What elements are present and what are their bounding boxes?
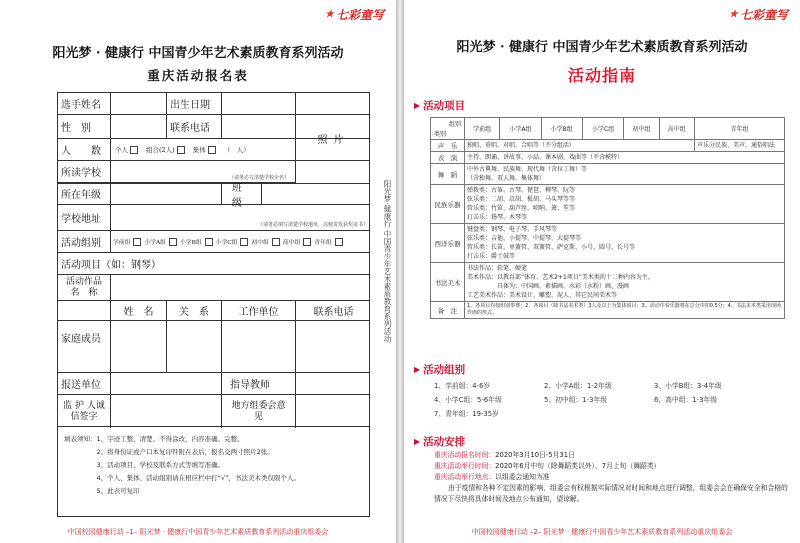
- checkbox-senior[interactable]: [303, 238, 311, 246]
- form-subtitle: 重庆活动报名表: [147, 68, 249, 83]
- note-line-3: 3、活动项目、学校及联系方式等填写准确。: [64, 461, 225, 469]
- option-duo[interactable]: 组合(2人): [146, 145, 187, 154]
- table-row: [431, 140, 785, 152]
- schedule-line: [434, 461, 794, 472]
- row-category: 舞 蹈: [431, 164, 465, 185]
- row-content: 主持、朗诵、讲故事、小品、课本剧、戏曲等（不含模特）: [465, 152, 785, 164]
- row-category: 表 演: [431, 152, 465, 164]
- schedule-block: [434, 450, 794, 505]
- label-unit: 报送单位: [58, 373, 111, 394]
- left-footer: 中国校园健康行动 –1– 阳光梦 · 健康行中国青少年艺术素质教育系列活动重庆组委会: [67, 528, 329, 536]
- input-address[interactable]: [111, 205, 371, 230]
- corner-bottom: 类别: [434, 131, 447, 138]
- form-instructions: [57, 427, 370, 517]
- logo-text: 七彩童写: [335, 8, 384, 22]
- right-page-title: 阳光梦 · 健康行 中国青少年艺术素质教育系列活动: [456, 40, 748, 55]
- row-content: 中外古典舞、民族舞、现代舞（含拉丁舞）等 （含独舞、双人舞、集体舞）: [465, 164, 785, 185]
- table-row: [431, 224, 785, 263]
- option-group[interactable]: 集体: [193, 145, 218, 154]
- row-category: 备 注: [431, 302, 465, 319]
- page-gutter: [396, 0, 404, 543]
- family-name-cell[interactable]: [111, 321, 167, 372]
- family-col-work: 工作单位: [222, 301, 296, 320]
- label-birth: 出生日期: [167, 93, 222, 114]
- schedule-label: 重庆活动报名时间：: [434, 451, 496, 459]
- table-corner: [431, 118, 465, 140]
- table-row: [431, 302, 785, 319]
- input-guardian-signature[interactable]: [111, 395, 222, 428]
- label-class: 班 级: [222, 183, 262, 204]
- brand-logo-right: [729, 6, 788, 23]
- photo-label: 照片: [317, 134, 350, 146]
- checkbox-preschool[interactable]: [133, 238, 141, 246]
- row-extra: 声乐分民族、美声、通俗唱法: [695, 140, 785, 152]
- input-school[interactable]: [111, 161, 296, 182]
- triangle-arrow-icon: ▶: [414, 437, 421, 446]
- schedule-value: 2020年3月10日-5月31日: [495, 451, 575, 459]
- family-col-name: 姓 名: [111, 301, 167, 320]
- label-name: 选手姓名: [58, 93, 111, 114]
- section-items: [414, 98, 465, 113]
- input-gender[interactable]: [111, 115, 167, 138]
- form-row-guardian: [58, 395, 369, 428]
- label-address: 学校地址: [58, 205, 111, 230]
- family-col-relation: 关 系: [167, 301, 222, 320]
- group-opt-senior: 高中组: [282, 240, 301, 246]
- checkbox-primary-b[interactable]: [205, 238, 213, 246]
- spine-text: 阳光梦·健康行 中国青少年艺术素质教育系列活动: [383, 180, 392, 343]
- group-opt-primary-b: 小学B组: [179, 240, 202, 246]
- row-content: 1、各项目均按组别参赛；2、各项目（除书法美术类）3人及以上为集体项目；3、活动中看乐器将在总分中扣0.5分；4、书法美术类采用现场作画的形式。: [465, 302, 785, 319]
- triangle-arrow-icon: ▶: [414, 365, 421, 374]
- row-category: 西洋乐器: [431, 224, 465, 263]
- col-primary-b: 小学B组: [541, 118, 582, 140]
- note-line-1: 填表须知：1、字迹工整、清楚、不得涂改，内容准确、完整。: [64, 435, 244, 443]
- checkbox-primary-c[interactable]: [240, 238, 248, 246]
- table-row: [431, 263, 785, 302]
- input-unit[interactable]: [111, 373, 222, 394]
- section-groups-label: 活动组别: [423, 364, 466, 376]
- group-size: （ 人）: [223, 146, 250, 154]
- checkbox-individual[interactable]: [130, 146, 138, 154]
- row-content: 弹拨类：古筝、古琴、琵琶、柳琴、阮等 弦乐类：二胡、京胡、板胡、马头琴等等 管乐类：竹笛、葫芦丝、唢呐、箫、笙等 打击乐：扬琴、木琴等: [465, 185, 785, 224]
- group-opt-preschool: 学前组: [113, 240, 131, 246]
- family-col-phone: 联系电话: [313, 307, 354, 318]
- form-row-item[interactable]: [58, 253, 369, 275]
- col-preschool: 学前组: [465, 118, 500, 140]
- section-groups: [414, 362, 465, 377]
- schedule-value: 以组委会通知为准: [495, 473, 550, 481]
- checkbox-group[interactable]: [208, 146, 216, 154]
- label-work: 活动作品名 称: [58, 275, 111, 300]
- schedule-value: 2020年6月中旬（除舞蹈类以外）、7月上旬（舞蹈类）: [495, 462, 661, 470]
- form-row-grade: [58, 182, 369, 209]
- list-item: 5、初中组：1-3年级: [544, 396, 608, 404]
- col-senior: 高中组: [659, 118, 694, 140]
- corner-top: 组别: [448, 121, 461, 128]
- form-row-group: [58, 231, 369, 253]
- triangle-arrow-icon: ▶: [414, 101, 421, 110]
- family-relation-cell[interactable]: [167, 321, 222, 372]
- list-item: 1、学前组：4-6岁: [434, 382, 491, 390]
- family-body[interactable]: [58, 321, 369, 373]
- row-category: 民族乐器: [431, 185, 465, 224]
- right-page-guide: [404, 0, 800, 543]
- count-options: [111, 139, 296, 160]
- row-content: 独唱、重唱、对唱、合唱等（不分组活）: [465, 140, 695, 152]
- checkbox-duo[interactable]: [177, 146, 185, 154]
- col-primary-a: 小学A组: [500, 118, 541, 140]
- input-work[interactable]: [111, 275, 371, 300]
- note-line-2: 2、将身份证或户口本复印件附在表后，报名交两寸照片2张。: [64, 448, 274, 456]
- label-guardian: 监 护 人诚信签字: [58, 395, 111, 428]
- registration-form: [57, 92, 370, 427]
- right-footer: 中国校园健康行动 –2– 阳光梦 · 健康行中国青少年艺术素质教育系列活动重庆组委会: [471, 528, 733, 536]
- col-primary-c: 小学C组: [582, 118, 623, 140]
- row-category: 声 乐: [431, 140, 465, 152]
- group-opt-primary-c: 小学C组: [215, 240, 238, 246]
- star-icon: ★: [325, 9, 334, 20]
- guide-title: 活动指南: [567, 66, 636, 85]
- left-page-registration-form: [0, 0, 396, 543]
- list-item: 3、小学B组：3-4年级: [654, 382, 722, 390]
- section-schedule: [414, 434, 465, 449]
- section-schedule-label: 活动安排: [423, 436, 466, 448]
- schedule-note: 由于疫情和各种不定因素的影响，组委会有权根据实际情况对时间和地点进行调整，组委会会在确保安全和合格的情况下尽快将具体时间及地点公布通知，望谅解。: [434, 484, 788, 503]
- form-row-unit: [58, 373, 369, 395]
- col-junior: 初中组: [624, 118, 659, 140]
- label-item: 活动项目（如：钢琴）: [61, 260, 161, 271]
- list-item: 6、高中组：1-3年级: [654, 396, 718, 404]
- address-hint: （请务必填写清楚学校地址，以便寄发获奖证书）: [257, 222, 368, 228]
- input-name[interactable]: [111, 93, 167, 114]
- label-gender: 性 别: [58, 115, 111, 138]
- schedule-line: [434, 450, 794, 461]
- label-grade: 所在年级: [58, 183, 111, 204]
- input-birth[interactable]: [222, 93, 296, 114]
- table-row: [431, 185, 785, 224]
- checkbox-junior[interactable]: [272, 238, 280, 246]
- logo-text-right: 七彩童写: [739, 8, 788, 22]
- form-row-work: [58, 275, 369, 301]
- label-school: 所读学校: [58, 161, 111, 182]
- group-opt-junior: 初中组: [251, 240, 269, 246]
- input-grade[interactable]: [111, 183, 222, 204]
- activity-table: [430, 117, 785, 319]
- option-individual[interactable]: 个人: [115, 145, 140, 154]
- note-line-5: 5、此表可复印: [64, 487, 140, 495]
- label-organizer: 地方组委会意 见: [222, 395, 296, 428]
- label-phone: 联系电话: [167, 115, 222, 138]
- row-content: 键盘类：钢琴、电子琴、手风琴等 弦乐类：吉他、小提琴、中提琴、大提琴等 管乐类：长笛、单簧管、双簧管、萨克斯、小号、圆号、长号等 打击乐：爵士鼓等: [465, 224, 785, 263]
- table-header-row: [431, 118, 785, 140]
- row-category: 书法美术: [431, 263, 465, 302]
- left-page-title: 阳光梦 · 健康行 中国青少年艺术素质教育系列活动: [52, 46, 344, 61]
- schedule-label: 重庆活动举行地点：: [434, 473, 496, 481]
- brand-logo: [325, 6, 384, 23]
- label-count: 人 数: [58, 139, 111, 160]
- note-line-4: 4、个人、集体、活动组别请在相应栏中打“√”，书法美术类仅限个人。: [64, 474, 301, 482]
- schedule-label: 重庆活动举行时间：: [434, 462, 496, 470]
- group-opt-primary-a: 小学A组: [144, 240, 166, 246]
- list-item: 2、小学A组：1-2年级: [544, 382, 612, 390]
- list-item: 7、青年组：19-35岁: [434, 410, 499, 418]
- row-content: 书法作品：软笔、硬笔 美术作品：以教育部“体育、艺术2+1项目”美术类的十二种内容为主， 具体为：中国画、素描画、水彩（水粉）画、漫画 工艺美术作品：美术设计、雕塑、泥人、其它民间美术等: [465, 263, 785, 302]
- star-icon: ★: [729, 9, 738, 20]
- group-opt-youth: 青年组: [314, 240, 332, 246]
- table-row: [431, 152, 785, 164]
- label-teacher: 指导教师: [222, 373, 296, 394]
- form-row-address: [58, 205, 369, 231]
- group-options: [111, 231, 371, 252]
- checkbox-youth[interactable]: [335, 238, 343, 246]
- section-items-label: 活动项目: [423, 100, 466, 112]
- col-youth: 青年组: [695, 118, 785, 140]
- input-phone[interactable]: [222, 115, 296, 138]
- schedule-line: [434, 472, 794, 483]
- label-group: 活动组别: [58, 231, 111, 252]
- list-item: 4、小学C组：5-6年级: [434, 396, 502, 404]
- table-row: [431, 164, 785, 185]
- school-hint: （请务必写清楚学校全名）: [228, 175, 289, 181]
- label-family: 家庭成员: [58, 301, 111, 373]
- checkbox-primary-a[interactable]: [169, 238, 177, 246]
- family-work-cell[interactable]: [222, 321, 296, 372]
- photo-box[interactable]: [296, 93, 371, 183]
